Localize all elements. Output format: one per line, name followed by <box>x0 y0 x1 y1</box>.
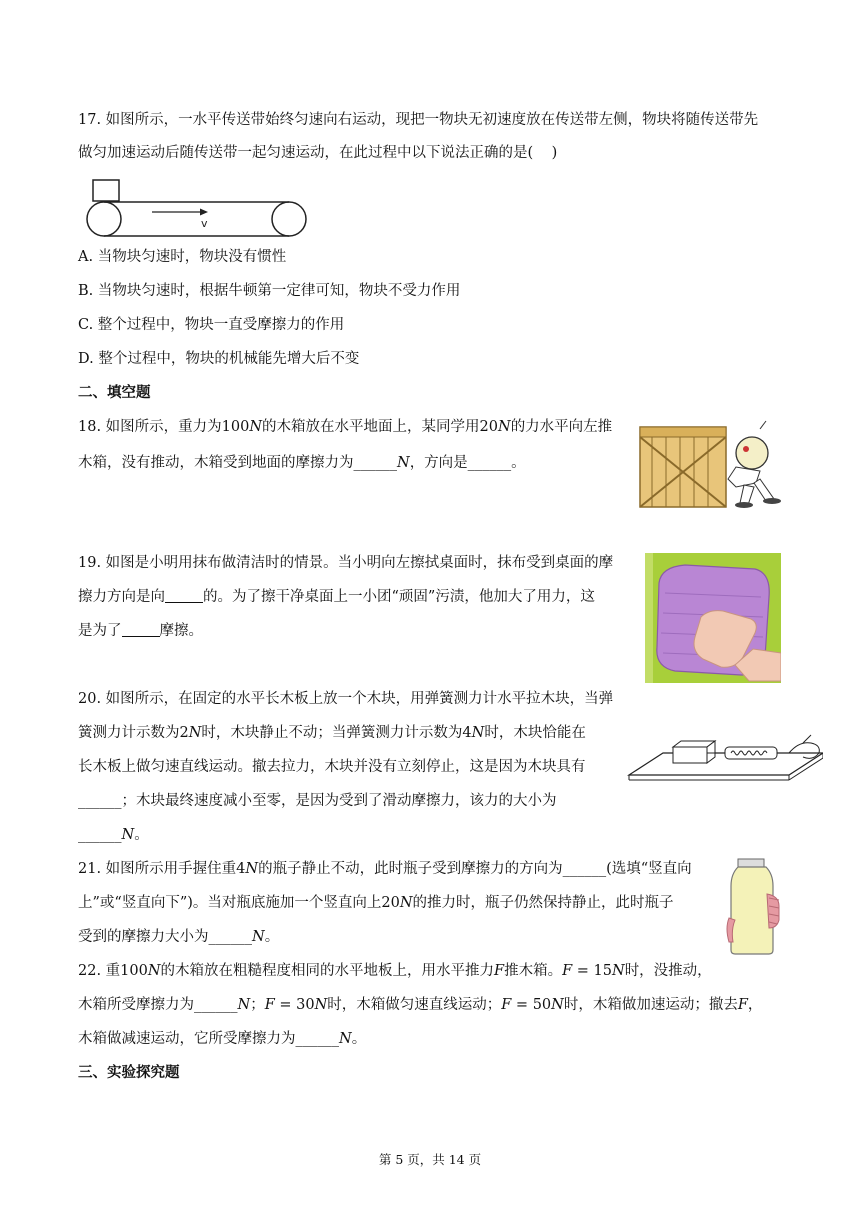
q22-line-1: 22. 重100N的木箱放在粗糙程度相同的水平地板上，用水平推力F推木箱。F = 15N时，没推动， <box>78 963 712 979</box>
section-fill-in-blank: 二、填空题 <box>78 384 151 401</box>
bottle-hand-figure <box>725 858 781 956</box>
q22-line-3: 木箱做减速运动，它所受摩擦力为______N。 <box>78 1031 367 1047</box>
q20-line-1: 20. 如图所示，在固定的水平长木板上放一个木块，用弹簧测力计水平拉木块，当弹 <box>78 691 614 707</box>
q20-line-3: 长木板上做匀速直线运动。撤去拉力，木块并没有立刻停止，这是因为木块具有 <box>78 759 586 775</box>
velocity-label: v <box>201 217 208 230</box>
q20-line-5: ______N。 <box>78 827 149 843</box>
q19-line-2: 擦力方向是向 的。为了擦干净桌面上一小团“顽固”污渍，他加大了用力，这 <box>78 589 595 605</box>
q17-line-2: 做匀加速运动后随传送带一起匀速运动，在此过程中以下说法正确的是( ) <box>78 145 558 161</box>
section-experiment: 三、实验探究题 <box>78 1064 180 1081</box>
cloth-wiping-figure <box>645 553 781 683</box>
q17-option-d: D. 整个过程中，物块的机械能先增大后不变 <box>78 351 360 367</box>
crate-push-figure <box>636 417 782 509</box>
block-shape <box>93 180 119 201</box>
left-roller <box>87 202 121 236</box>
q19-line-1: 19. 如图是小明用抹布做清洁时的情景。当小明向左擦拭桌面时，抹布受到桌面的摩 <box>78 555 614 571</box>
q19-line-3: 是为了 摩擦。 <box>78 623 203 639</box>
page-footer: 第 5 页，共 14 页 <box>378 1152 482 1167</box>
spring-scale-figure <box>627 733 823 783</box>
q17-option-b: B. 当物块匀速时，根据牛顿第一定律可知，物块不受力作用 <box>78 283 461 299</box>
q20-line-2: 簧测力计示数为2N时，木块静止不动；当弹簧测力计示数为4N时，木块恰能在 <box>78 725 586 741</box>
q21-line-1: 21. 如图所示用手握住重4N的瓶子静止不动，此时瓶子受到摩擦力的方向为______(选填“竖直向 <box>78 861 692 877</box>
q21-line-2: 上”或“竖直向下”)。当对瓶底施加一个竖直向上20N的推力时，瓶子仍然保持静止，此时瓶子 <box>78 895 674 911</box>
q18-line-1: 18. 如图所示，重力为100N的木箱放在水平地面上，某同学用20N的力水平向左推 <box>78 419 613 435</box>
conveyor-belt-figure <box>82 176 314 238</box>
q20-line-4: ______；木块最终速度减小至零，是因为受到了滑动摩擦力，该力的大小为 <box>78 793 557 809</box>
q17-option-c: C. 整个过程中，物块一直受摩擦力的作用 <box>78 317 345 333</box>
q21-line-3: 受到的摩擦力大小为______N。 <box>78 929 280 945</box>
q17-line-1: 17. 如图所示，一水平传送带始终匀速向右运动，现把一物块无初速度放在传送带左侧，物块将随传送带先 <box>78 112 759 128</box>
right-roller <box>272 202 306 236</box>
q17-option-a: A. 当物块匀速时，物块没有惯性 <box>78 249 287 265</box>
q22-line-2: 木箱所受摩擦力为______N；F = 30N时，木箱做匀速直线运动；F = 50N时，木箱做加速运动；撤去F， <box>78 997 763 1013</box>
q18-line-2: 木箱，没有推动，木箱受到地面的摩擦力为______N，方向是______。 <box>78 455 526 471</box>
